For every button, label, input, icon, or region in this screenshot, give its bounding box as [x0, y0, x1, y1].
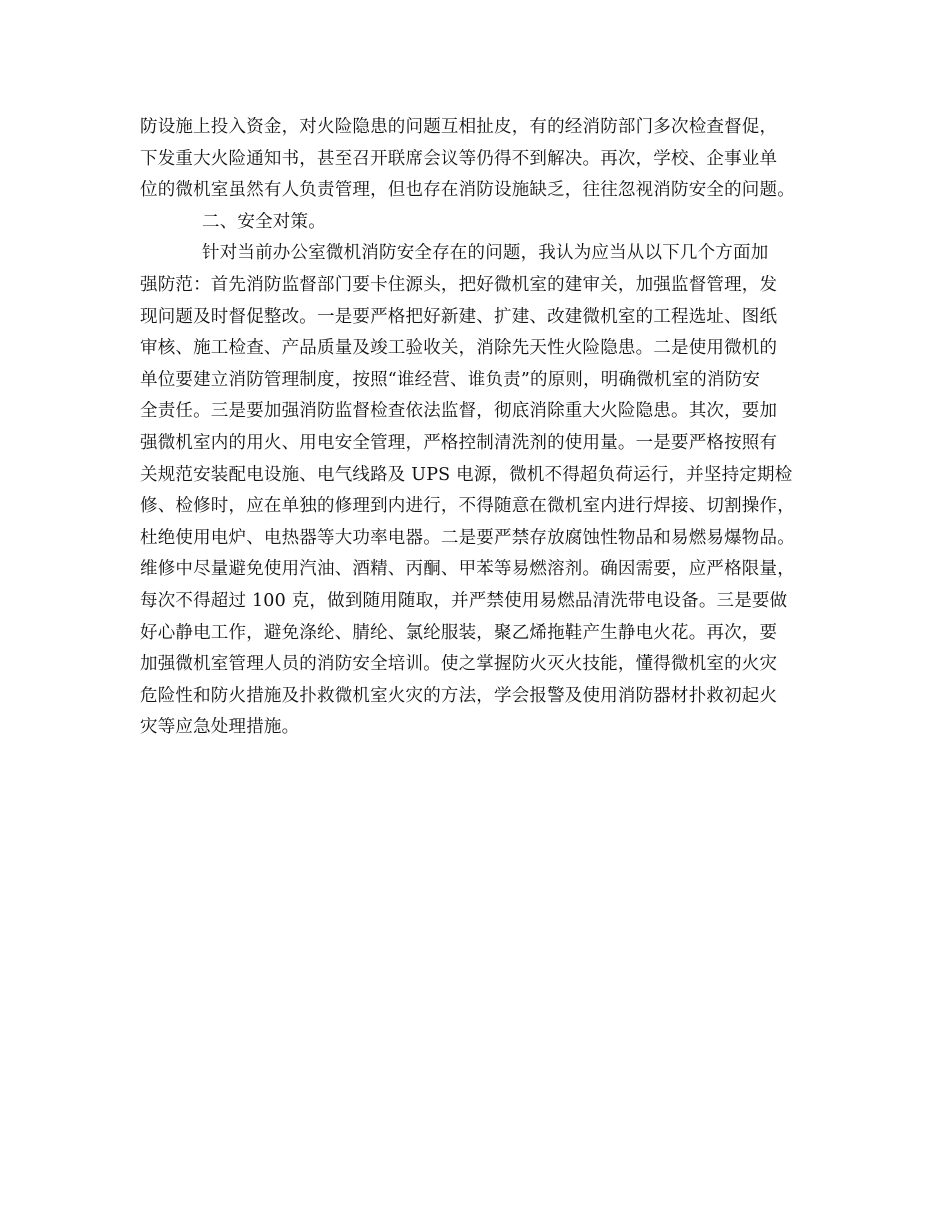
- text-line: 维修中尽量避免使用汽油、酒精、丙酮、甲苯等易燃溶剂。确因需要，应严格限量，: [140, 559, 795, 580]
- text-line: 灾等应急处理措施。: [140, 717, 300, 738]
- text-line: 下发重大火险通知书，甚至召开联席会议等仍得不到解决。再次，学校、企事业单: [140, 148, 778, 169]
- text-line: 危险性和防火措施及扑救微机室火灾的方法，学会报警及使用消防器材扑救初起火: [140, 685, 778, 706]
- text-line: 全责任。三是要加强消防监督检查依法监督，彻底消除重大火险隐患。其次，要加: [140, 401, 778, 422]
- section-heading: 二、安全对策。: [202, 211, 326, 232]
- text-line: 位的微机室虽然有人负责管理，但也存在消防设施缺乏，往往忽视消防安全的问题。: [140, 180, 795, 201]
- text-line: 修、检修时，应在单独的修理到内进行，不得随意在微机室内进行焊接、切割操作，: [140, 496, 795, 517]
- text-line: 强微机室内的用火、用电安全管理，严格控制清洗剂的使用量。一是要严格按照有: [140, 432, 778, 453]
- paragraph-first-line: 针对当前办公室微机消防安全存在的问题，我认为应当从以下几个方面加: [202, 243, 769, 264]
- text-line: 审核、施工检查、产品质量及竣工验收关，消除先天性火险隐患。二是使用微机的: [140, 338, 778, 359]
- document-page: [140, 112, 830, 744]
- text-line: 加强微机室管理人员的消防安全培训。使之掌握防火灭火技能，懂得微机室的火灾: [140, 654, 778, 675]
- text-line: 杜绝使用电炉、电热器等大功率电器。二是要严禁存放腐蚀性物品和易燃易爆物品。: [140, 527, 795, 548]
- text-line: 现问题及时督促整改。一是要严格把好新建、扩建、改建微机室的工程选址、图纸: [140, 306, 778, 327]
- text-line: 单位要建立消防管理制度，按照“谁经营、谁负责”的原则，明确微机室的消防安: [140, 369, 761, 390]
- text-line: 防设施上投入资金，对火险隐患的问题互相扯皮，有的经消防部门多次检查督促，: [140, 117, 778, 137]
- text-line: 强防范：首先消防监督部门要卡住源头，把好微机室的建审关，加强监督管理，发: [140, 274, 778, 295]
- text-line: 好心静电工作，避免涤纶、腈纶、氯纶服装，聚乙烯拖鞋产生静电火花。再次，要: [140, 622, 778, 643]
- text-line: 关规范安装配电设施、电气线路及 UPS 电源，微机不得超负荷运行，并坚持定期检: [140, 464, 793, 485]
- text-line: 每次不得超过 100 克，做到随用随取，并严禁使用易燃品清洗带电设备。三是要做: [140, 590, 788, 611]
